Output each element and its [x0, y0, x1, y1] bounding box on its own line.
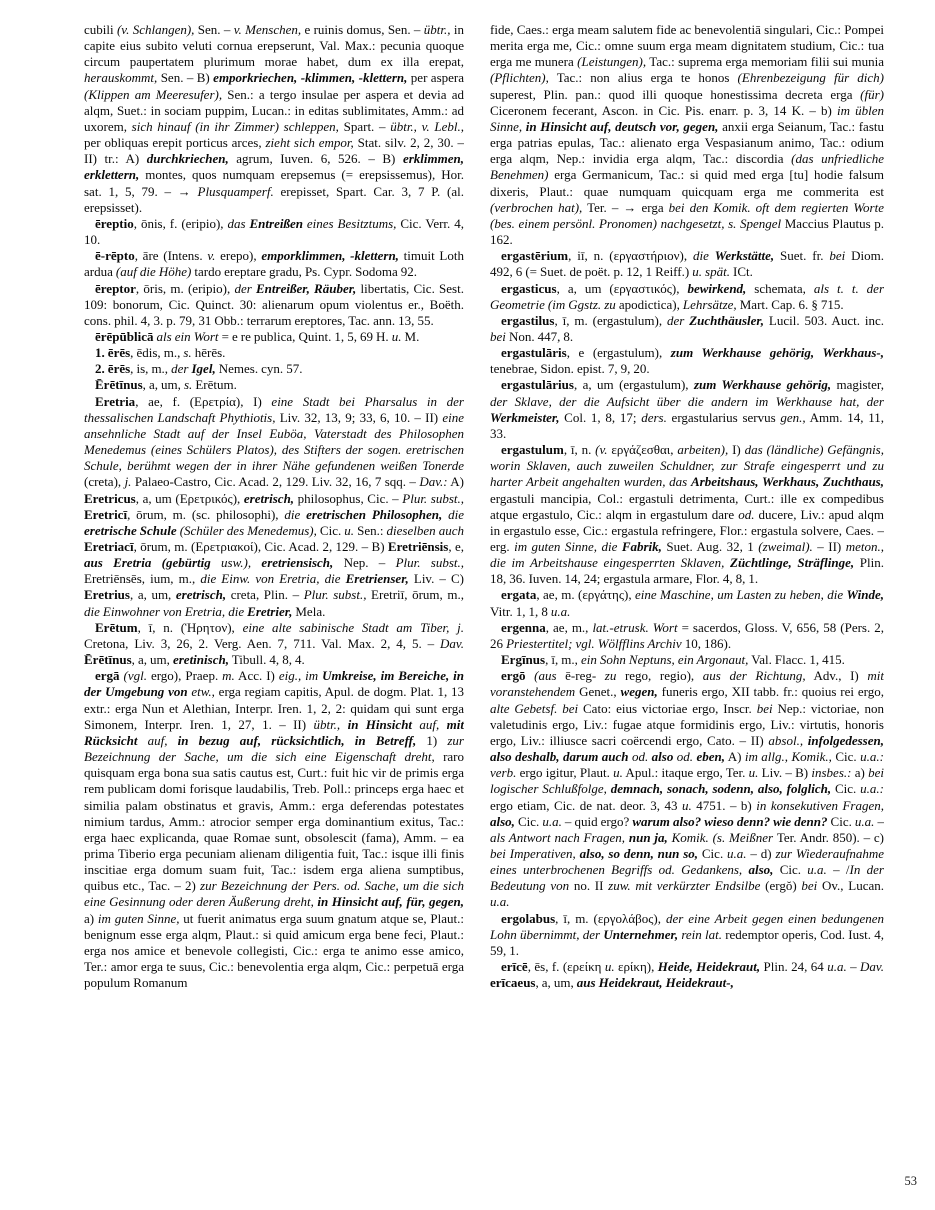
dictionary-entry: ergastulārius, a, um (ergastulum), zum Werkhause gehörig, magister, der Sklave, der die Aufsicht über die andern im Werkhause hat, der Werkmeister, Col. 1, 8, 17; ders. ergastularius servus gen., Amm. 14, 11, 33.	[490, 377, 884, 441]
dictionary-entry: ergastērium, iī, n. (εργαστήριον), die Werkstätte, Suet. fr. bei Diom. 492, 6 (= Suet. de poët. p. 12, 1 Reiff.) u. spät. ICt.	[490, 248, 884, 280]
text-columns	[84, 22, 884, 1172]
column-left	[84, 22, 464, 1172]
dictionary-entry: ergā (vgl. ergo), Praep. m. Acc. I) eig., im Umkreise, im Bereiche, in der Umgebung von etw., erga regiam capitis, Apul. de dogm. Plat. 1, 13 extr.: erga Nun et Alethian, Interpr. Iren. 1, 2, 2: quidam qui sunt erga Simonem, Interpr. Iren. 1, 27, 1. – II) übtr., in Hinsicht auf, mit Rücksicht auf, in bezug auf, rücksichtlich, in Betreff, 1) zur Bezeichnung der Sache, um die sich eine Eigenschaft dreht, raro quisquam erga bona sua satis cautus est, Curt.: fuit hic vir de primis erga rem publicam domi forisque laudabilis, Treb. Poll.: princeps erga haec et similia palam obstinatus et gravis, Amm.: erga deferendas potestates nimium tardus, Amm.: atrocior semper erga dominantium exitus, Tac.: erga haec explicanda, quae Romae sunt, obsolescit (fama), Amm. – ea prima Tiberio erga pecuniam alienam diligentia fuit, Tac.: isque illi finis inscitiae erga domum suam fuit, Tac.: isdem erga aliena sumptibus, quibus etc., Tac. – 2) zur Bezeichnung der Pers. od. Sache, um die sich eine Gesinnung oder deren Äußerung dreht, in Hinsicht auf, für, gegen, a) im guten Sinne, ut fuerit animatus erga suum gnatum atque se, Plaut.: benignum esse erga alqm, Plaut.: si quid amicum erga bene feci, Plaut.: erga nos amice et benevole collegisti, Cic.: erga te animo esse amico, Ter.: amor erga te suus, Cic.: benevolentia erga alqm, Cic.: perpetuā erga populum Romanum	[84, 668, 464, 991]
page-number: 53	[904, 1174, 917, 1188]
column-right	[490, 22, 884, 1172]
dictionary-entry: cubili (v. Schlangen), Sen. – v. Menschen, e ruinis domus, Sen. – übtr., in capite eius subito veluti cornua erepserunt, Val. Max.: pecunia quoque circum paupertatem plurimum morae habet, dum ex illa erepat, herauskommt, Sen. – B) emporkriechen, -klimmen, -klettern, per aspera (Klippen am Meeresufer), Sen.: a tergo insulae per aspera et devia ad alqm, Suet.: in sociam puppim, Lucan.: in editas sublimitates, Amm.: ad uxorem, sich hinauf (in ihr Zimmer) schleppen, Spart. – übtr., v. Lebl., per obliquas erepit porticus arces, zieht sich empor, Stat. silv. 2, 2, 30. – II) tr.: A) durchkriechen, agrum, Iuven. 6, 526. – B) erklimmen, erklettern, montes, quos numquam erepsemus (= erepsissemus), Hor. sat. 1, 5, 79. – → Plusquamperf. erepisset, Spart. Car. 3, 7 P. (al. erepsisset).	[84, 22, 464, 215]
dictionary-entry: ergō (aus ē-reg- zu rego, regio), aus der Richtung, Adv., I) mit voranstehendem Genet., wegen, funeris ergo, XII tabb. fr.: quoius rei ergo, alte Gebetsf. bei Cato: eius victoriae ergo, Inscr. bei Nep.: victoriae, non valetudinis ergo, Liv.: fugae atque formidinis ergo, Liv.: virtutis, honoris ergo, Liv.: illiusce sacri coërcendi ergo, Cato. – II) absol., infolgedessen, also deshalb, darum auch od. also od. eben, A) im allg., Komik., Cic. u.a.: verb. ergo igitur, Plaut. u. Apul.: itaque ergo, Ter. u. Liv. – B) insbes.: a) bei logischer Schlußfolge, demnach, sonach, sodenn, also, folglich, Cic. u.a.: ergo etiam, Cic. de nat. deor. 3, 43 u. 4751. – b) in konsekutiven Fragen, also, Cic. u.a. – quid ergo? warum also? wieso denn? wie denn? Cic. u.a. – als Antwort nach Fragen, nun ja, Komik. (s. Meißner Ter. Andr. 850). – c) bei Imperativen, also, so denn, nun so, Cic. u.a. – d) zur Wiederaufnahme eines unterbrochenen Begriffs od. Gedankens, also, Cic. u.a. – /In der Bedeutung von no. II zuw. mit verkürzter Endsilbe (ergŏ) bei Ov., Lucan. u.a.	[490, 668, 884, 910]
dictionary-entry: erīcē, ēs, f. (ερείκη u. ερίκη), Heide, Heidekraut, Plin. 24, 64 u.a. – Dav. erīcaeus, a, um, aus Heidekraut, Heidekraut-,	[490, 959, 884, 991]
dictionary-entry: ē-rēpto, āre (Intens. v. erepo), emporklimmen, -klettern, timuit Loth ardua (auf die Höhe) tardo ereptare gradu, Ps. Cypr. Sodoma 92.	[84, 248, 464, 280]
dictionary-entry: ergenna, ae, m., lat.-etrusk. Wort = sacerdos, Gloss. V, 656, 58 (Pers. 2, 26 Priestertitel; vgl. Wölfflins Archiv 10, 186).	[490, 619, 884, 651]
dictionary-entry: fide, Caes.: erga meam salutem fide ac benevolentiā singulari, Cic.: Pompei merita erga me, Cic.: omne suum erga meam dignitatem studium, Cic.: tua erga me munera (Leistungen), Tac.: suprema erga memoriam filii sui munia (Pflichten), Tac.: non alius erga te honos (Ehrenbezeigung für dich) superest, Plin. pan.: quod illi quoque honestissima decreta erga (für) Ciceronem fecerant, Ascon. in Cic. Pis. enarr. p. 3, 14 K. – b) im üblen Sinne, in Hinsicht auf, deutsch vor, gegen, anxii erga Seianum, Tac.: fastu erga patrias epulas, Tac.: alienato erga Vespasianum animo, Tac.: odium erga alqm, Nep.: invidia erga alqm, Tac.: discordia (das unfriedliche Benehmen) erga Germanicum, Tac.: si quid med erga [tu] hodie falsum dixeris, Plaut.: quae numquam quicquam erga me commerita est (verbrochen hat), Ter. – → erga bei den Komik. oft dem regierten Worte (bes. einem persönl. Pronomen) nachgesetzt, s. Spengel Maccius Plautus p. 162.	[490, 22, 884, 248]
dictionary-entry: Ergīnus, ī, m., ein Sohn Neptuns, ein Argonaut, Val. Flacc. 1, 415.	[501, 652, 845, 668]
dictionary-entry: ergata, ae, m. (εργάτης), eine Maschine, um Lasten zu heben, die Winde, Vitr. 1, 1, 8 u.a.	[490, 587, 884, 619]
dictionary-entry: 1. ērēs, ēdis, m., s. hērēs.	[95, 345, 226, 361]
dictionary-entry: Ērētīnus, a, um, s. Erētum.	[95, 377, 237, 393]
dictionary-entry: ergastulum, ī, n. (v. εργάζεσθαι, arbeiten), I) das (ländliche) Gefängnis, worin Sklaven, auch zuweilen Schuldner, zur Strafe eingesperrt und zu harter Arbeit angehalten wurden, das Arbeitshaus, Werkhaus, Zuchthaus, ergastuli mancipia, Col.: ergastuli detrimenta, Curt.: ille ex compedibus atque ergastulo, Cic.: alqm in ergastulum dare od. ducere, Liv.: apud alqm in ergastulo esse, Cic.: ergastula refringere, Flor.: ergastula solvere, Caes. – erg. im guten Sinne, die Fabrik, Suet. Aug. 32, 1 (zweimal). – II) meton., die im Arbeitshause eingesperrten Sklaven, Züchtlinge, Sträflinge, Plin. 18, 36. Iuven. 14, 24; ergastula armare, Flor. 4, 8, 1.	[490, 442, 884, 587]
dictionary-entry: 2. ērēs, is, m., der Igel, Nemes. cyn. 57.	[95, 361, 303, 377]
dictionary-entry: ergasticus, a, um (εργαστικός), bewirkend, schemata, als t. t. der Geometrie (im Ggstz. zu apodictica), Lehrsätze, Mart. Cap. 6. § 715.	[490, 280, 884, 312]
dictionary-entry: ērēpūblicā als ein Wort = e re publica, Quint. 1, 5, 69 H. u. M.	[95, 328, 420, 344]
dictionary-entry: ēreptio, ōnis, f. (eripio), das Entreißen eines Besitztums, Cic. Verr. 4, 10.	[84, 215, 464, 248]
dictionary-entry: ēreptor, ōris, m. (eripio), der Entreißer, Räuber, libertatis, Cic. Sest. 109: bonorum, Cic. Quinct. 30: alienarum opum violentus er., Boëth. cons. phil. 4, 3. p. 79, 31 Obb.: terrarum ereptores, Tac. ann. 13, 55.	[84, 280, 464, 328]
dictionary-entry: Erētum, ī, n. (Ἡρητον), eine alte sabinische Stadt am Tiber, j. Cretona, Liv. 3, 26, 2. Verg. Aen. 7, 711. Val. Max. 2, 4, 5. – Dav. Ērētīnus, a, um, eretinisch, Tibull. 4, 8, 4.	[84, 619, 464, 668]
dictionary-entry: Eretria, ae, f. (Ερετρία), I) eine Stadt bei Pharsalus in der thessalischen Landschaft Phythiotis, Liv. 32, 13, 9; 33, 6, 10. – II) eine ansehnliche Stadt auf der Insel Euböa, Vaterstadt des Philosophen Menedemus (eines Schülers Platos), des Stifters der sogen. eretrischen Schule, berühmt wegen der in ihrer Nähe gefundenen weißen Tonerde (creta), j. Palaeo-Castro, Cic. Acad. 2, 129. Liv. 32, 16, 7 sqq. – Dav.: A) Eretricus, a, um (Ερετρικός), eretrisch, philosophus, Cic. – Plur. subst., Eretricī, ōrum, m. (sc. philosophi), die eretrischen Philosophen, die eretrische Schule (Schüler des Menedemus), Cic. u. Sen.: dieselben auch Eretriacī, ōrum, m. (Ερετριακοί), Cic. Acad. 2, 129. – B) Eretriēnsis, e, aus Eretria (gebürtig usw.), eretriensisch, Nep. – Plur. subst., Eretriēnsēs, ium, m., die Einw. von Eretria, die Eretrienser, Liv. – C) Eretrius, a, um, eretrisch, creta, Plin. – Plur. subst., Eretriī, ōrum, m., die Einwohner von Eretria, die Eretrier, Mela.	[84, 393, 464, 619]
dictionary-entry: ergolabus, ī, m. (εργολάβος), der eine Arbeit gegen einen bedungenen Lohn übernimmt, der Unternehmer, rein lat. redemptor operis, Cod. Iust. 4, 59, 1.	[490, 910, 884, 958]
dictionary-entry: ergastulāris, e (ergastulum), zum Werkhause gehörig, Werkhaus-, tenebrae, Sidon. epist. 7, 9, 20.	[490, 345, 884, 377]
dictionary-entry: ergastilus, ī, m. (ergastulum), der Zuchthäusler, Lucil. 503. Auct. inc. bei Non. 447, 8.	[490, 312, 884, 344]
